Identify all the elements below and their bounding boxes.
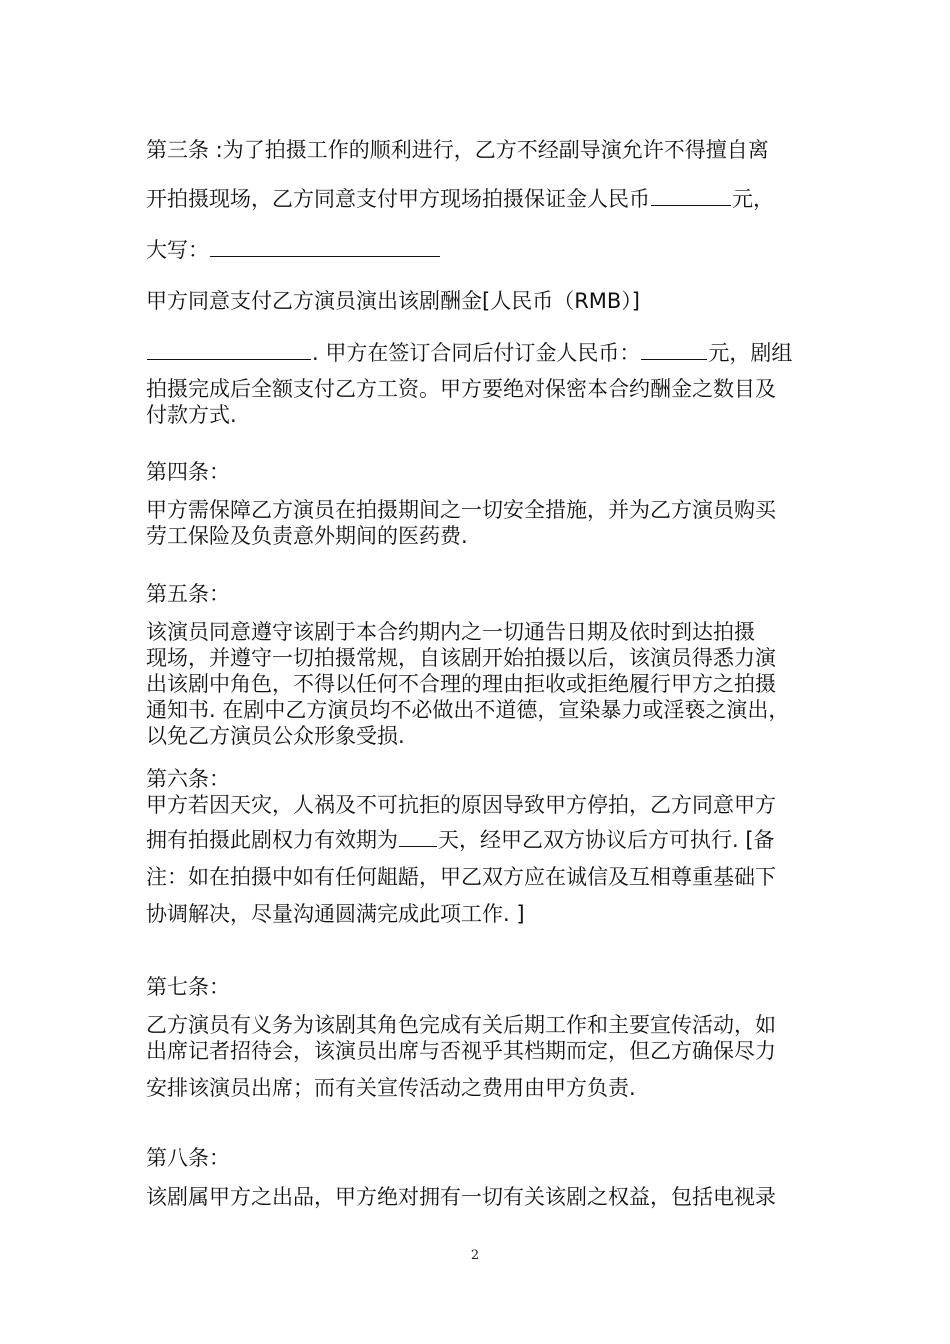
article6-heading: 第六条：: [146, 767, 230, 791]
article6-line4: 协调解决，尽量沟通圆满完成此项工作. ]: [146, 902, 525, 926]
article3-line3: [146, 237, 441, 263]
article7-line3: 安排该演员出席；而有关宣传活动之费用由甲方负责.: [146, 1076, 636, 1100]
down-payment-blank: [641, 340, 707, 360]
article5-heading: 第五条：: [146, 582, 230, 606]
article5-line4: 通知书. 在剧中乙方演员均不必做出不道德，宣染暴力或淫亵之演出，: [146, 698, 790, 722]
article6-line1: 甲方若因天灾，人祸及不可抗拒的原因导致甲方停拍，乙方同意甲方: [146, 793, 776, 817]
article4-line2: 劳工保险及负责意外期间的医药费.: [146, 524, 468, 548]
amount-in-words-blank: [210, 237, 440, 257]
article5-line5: 以免乙方演员公众形象受损.: [146, 724, 405, 748]
page-number: 2: [470, 1248, 480, 1263]
validity-days-blank: [399, 827, 437, 847]
article3-line2-text: 开拍摄现场，乙方同意支付甲方现场拍摄保证金人民币: [146, 187, 650, 211]
article7-line2: 出席记者招待会，该演员出席与否视乎其档期而定，但乙方确保尽力: [146, 1039, 776, 1063]
article5-line3: 出该剧中角色，不得以任何不合理的理由拒收或拒绝履行甲方之拍摄: [146, 672, 776, 696]
article3-line7: 付款方式.: [146, 403, 237, 427]
article8-heading: 第八条：: [146, 1146, 230, 1170]
article3-line2: [146, 186, 774, 212]
article6-line2: [146, 827, 775, 853]
article3-line2-suffix: 元，: [732, 187, 774, 211]
article3-line5-suffix: 元，剧组: [708, 341, 793, 365]
article5-line1: 该演员同意遵守该剧于本合约期内之一切通告日期及依时到达拍摄: [146, 620, 755, 644]
article3-line1: 第三条 :为了拍摄工作的顺利进行，乙方不经副导演允许不得擅自离: [146, 138, 769, 162]
remuneration-amount-blank: [147, 340, 311, 360]
article5-line2: 现场，并遵守一切拍摄常规，自该剧开始拍摄以后，该演员得悉力演: [146, 646, 776, 670]
article3-line4: 甲方同意支付乙方演员演出该剧酬金[人民币（RMB）]: [146, 289, 641, 313]
article7-heading: 第七条：: [146, 975, 230, 999]
article7-line1: 乙方演员有义务为该剧其角色完成有关后期工作和主要宣传活动，如: [146, 1013, 776, 1037]
amount-in-words-label: 大写：: [146, 238, 209, 262]
article8-line1: 该剧属甲方之出品，甲方绝对拥有一切有关该剧之权益，包括电视录: [146, 1185, 776, 1209]
article4-heading: 第四条：: [146, 460, 230, 484]
deposit-amount-blank: [651, 186, 731, 206]
article6-line2-text: 拥有拍摄此剧权力有效期为: [146, 828, 398, 852]
article6-line2-suffix: 天，经甲乙双方协议后方可执行. [备: [438, 828, 775, 852]
article4-line1: 甲方需保障乙方演员在拍摄期间之一切安全措施，并为乙方演员购买: [146, 498, 776, 522]
article6-line3: 注：如在拍摄中如有任何龃龉，甲乙双方应在诚信及互相尊重基础下: [146, 865, 776, 889]
article3-line5-text: . 甲方在签订合同后付订金人民币：: [312, 341, 641, 365]
article3-line6: 拍摄完成后全额支付乙方工资。甲方要绝对保密本合约酬金之数目及: [146, 377, 776, 401]
article3-line5: [146, 340, 792, 366]
